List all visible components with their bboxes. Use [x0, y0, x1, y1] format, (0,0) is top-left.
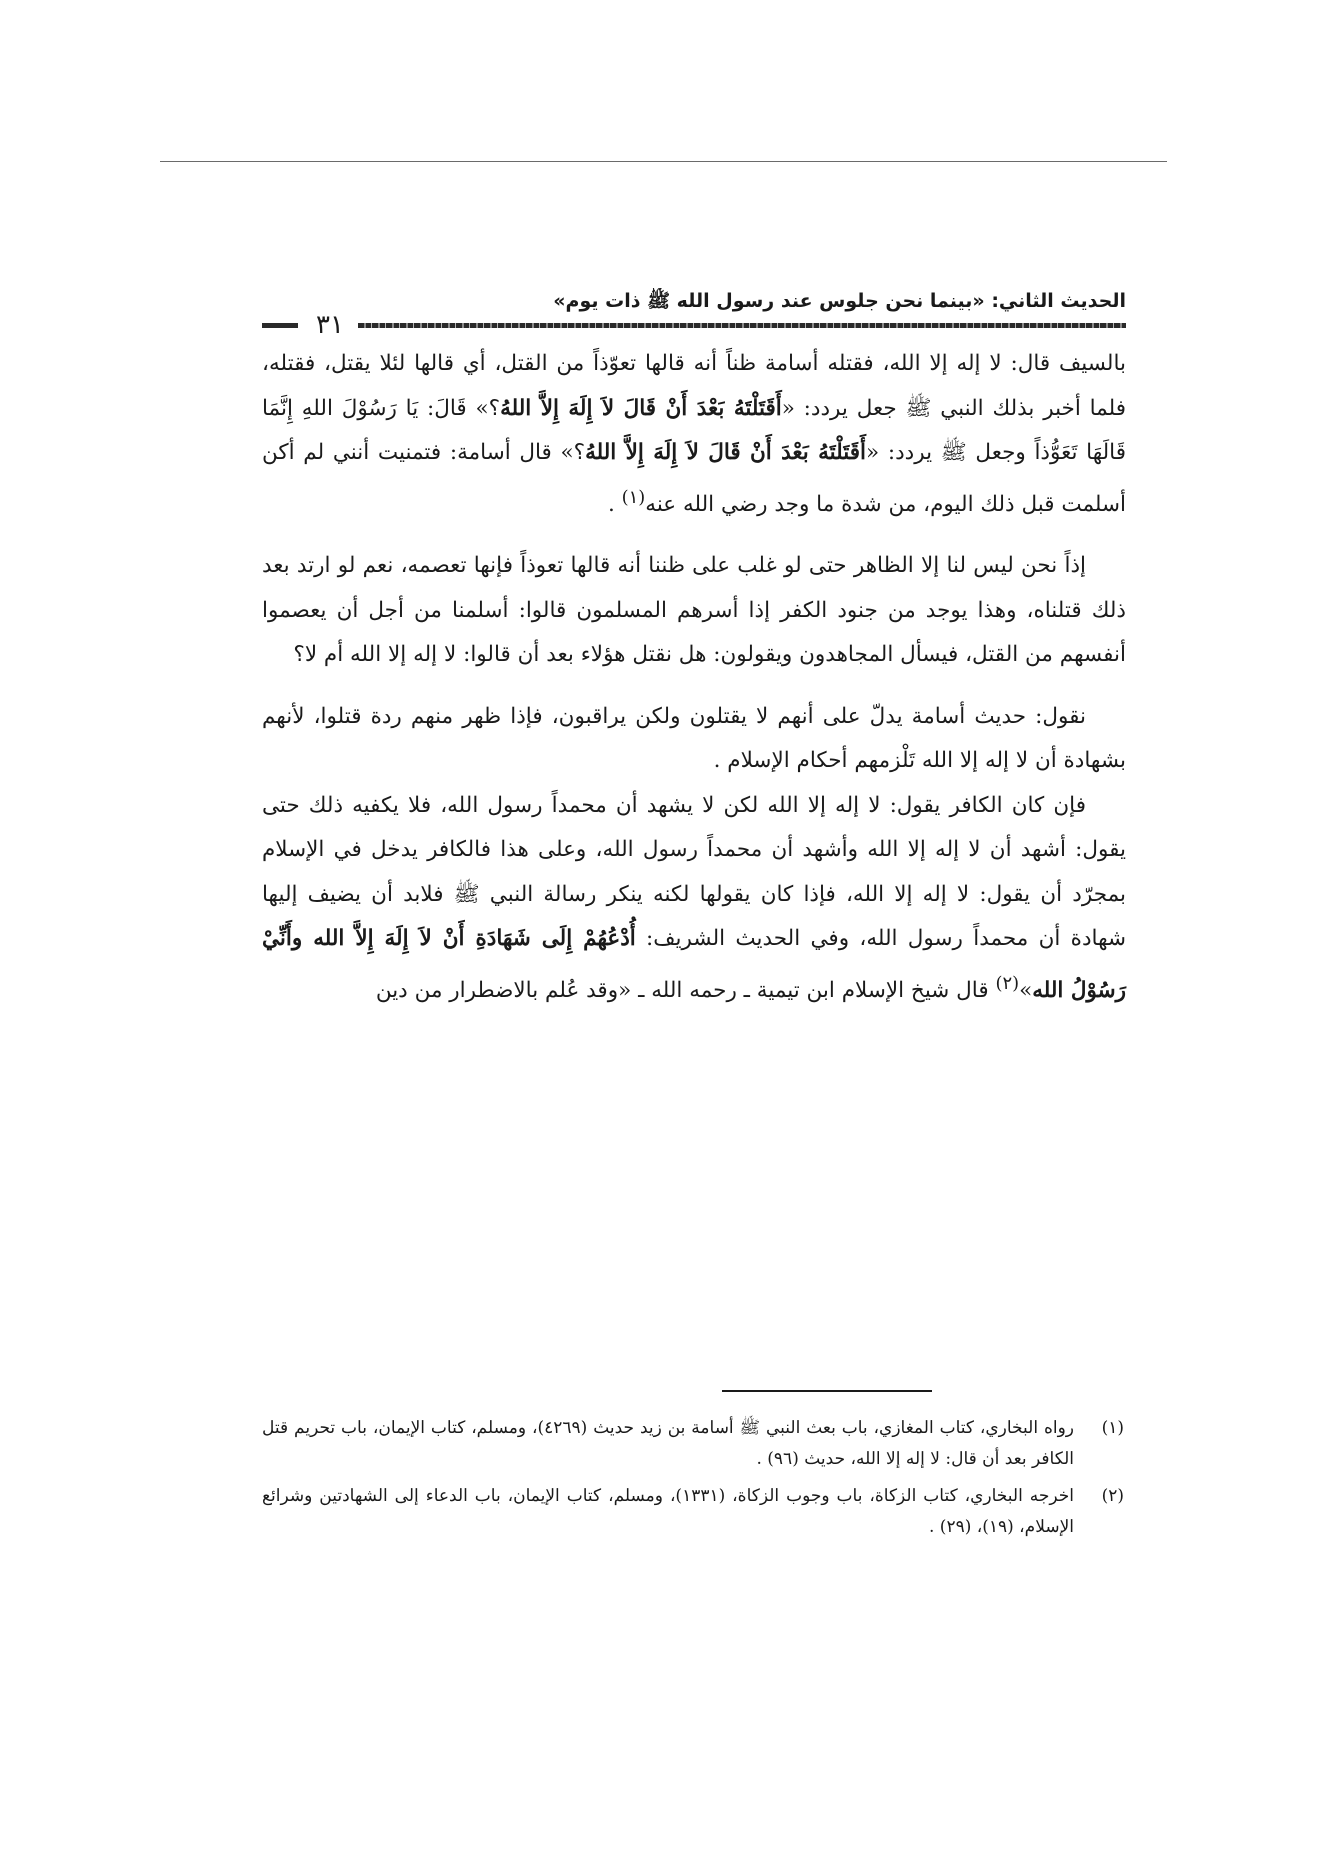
footnote-ref: (١) — [621, 486, 646, 508]
page-number: ٣١ — [316, 310, 344, 340]
paragraph-4 — [262, 784, 1126, 1014]
text-run: فإن كان الكافر يقول: لا إله إلا الله لكن لا يشهد أن محمداً رسول الله، فلا يكفيه ذلك حتى يقول: أشهد أن لا إله إلا الله وأشهد أن محمداً رسول الله، وعلى هذا فالكافر يدخل في الإسلام بمجرّد أن يقول: لا إله إلا الله، فإذا كان يقولها لكنه ينكر رسالة النبي ﷺ فلابد أن يضيف إليها شهادة أن محمداً رسول الله، وفي الحديث الشريف: — [262, 792, 1126, 952]
text-run: ؟» قال أسامة: فتمنيت أنني لم أكن أسلمت قبل ذلك اليوم، من شدة ما وجد رضي الله عنه — [262, 440, 1126, 517]
text-run: » — [1019, 977, 1033, 1003]
paragraph-1 — [262, 342, 1126, 527]
hadith-quote: أَقَتَلْتَهُ بَعْدَ أَنْ قَالَ لاَ إِلَهَ إِلاَّ اللهُ — [585, 440, 866, 465]
text-run: بالسيف قال: لا إله إلا الله، فقتله أسامة ظناً أنه قالها تعوّذاً من القتل، أي قالها لئلا يقتل، فقتله، فلما أخبر بذلك النبي ﷺ جعل يردد: « — [262, 351, 1127, 421]
footnote-item — [262, 1481, 1126, 1543]
header-ornament-stub — [262, 323, 298, 328]
top-page-rule — [160, 161, 1167, 162]
paragraph-3: نقول: حديث أسامة يدلّ على أنهم لا يقتلون ولكن يراقبون، فإذا ظهر منهم ردة قتلوا، لأنهم بشهادة أن لا إله إلا الله تَلْزمهم أحكام الإسلام . — [262, 703, 1126, 774]
footnote-number: (١) — [1101, 1418, 1124, 1438]
header-ornament-bar — [358, 323, 1126, 328]
footnote-number: (٢) — [1101, 1486, 1124, 1506]
hadith-quote: أُدْعُهُمْ إِلَى شَهَادَةِ أَنْ لاَ إِلَهَ إِلاَّ الله وأَنِّيْ رَسُوْلُ الله — [262, 926, 1126, 1003]
header-rule — [262, 310, 1126, 340]
main-text — [262, 342, 1126, 1013]
text-run: ؟» قَالَ: يَا رَسُوْلَ اللهِ إِنَّمَا قَالَهَا تَعَوُّذاً وجعل ﷺ يردد: « — [262, 395, 1127, 465]
hadith-quote: أَقَتَلْتَهُ بَعْدَ أَنْ قَالَ لاَ إِلَهَ إِلاَّ اللهُ — [500, 395, 782, 421]
footnote-item — [262, 1413, 1126, 1475]
footnote-separator — [722, 1390, 932, 1392]
paragraph-2: إذاً نحن ليس لنا إلا الظاهر حتى لو غلب على ظننا أنه قالها تعوذاً فإنها تعصمه، نعم لو ارتد بعد ذلك قتلناه، وهذا يوجد من جنود الكفر إذا أسرهم المسلمون قالوا: أسلمنا من أجل أن يعصموا أنفسهم من القتل، فيسأل المجاهدون ويقولون: هل نقتل هؤلاء بعد أن قالوا: لا إله إلا الله أم لا؟ — [262, 553, 1126, 668]
footnote-ref: (٢) — [995, 972, 1020, 994]
running-title: الحديث الثاني: «بينما نحن جلوس عند رسول الله ﷺ ذات يوم» — [553, 290, 1126, 312]
page-content — [262, 288, 1126, 1013]
footnote-text: رواه البخاري، كتاب المغازي، باب بعث النبي ﷺ أسامة بن زيد حديث (٤٢٦٩)، ومسلم، كتاب الإيمان، باب تحريم قتل الكافر بعد أن قال: لا إله إلا الله، حديث (٩٦) . — [262, 1418, 1075, 1469]
text-run: قال شيخ الإسلام ابن تيمية ـ رحمه الله ـ «وقد عُلم بالاضطرار من دين — [375, 977, 996, 1003]
footnote-text: اخرجه البخاري، كتاب الزكاة، باب وجوب الزكاة، (١٣٣١)، ومسلم، كتاب الإيمان، باب الدعاء إلى الشهادتين وشرائع الإسلام، (١٩)، (٢٩) . — [262, 1486, 1074, 1537]
footnotes — [262, 1413, 1126, 1549]
text-run: . — [608, 491, 622, 517]
